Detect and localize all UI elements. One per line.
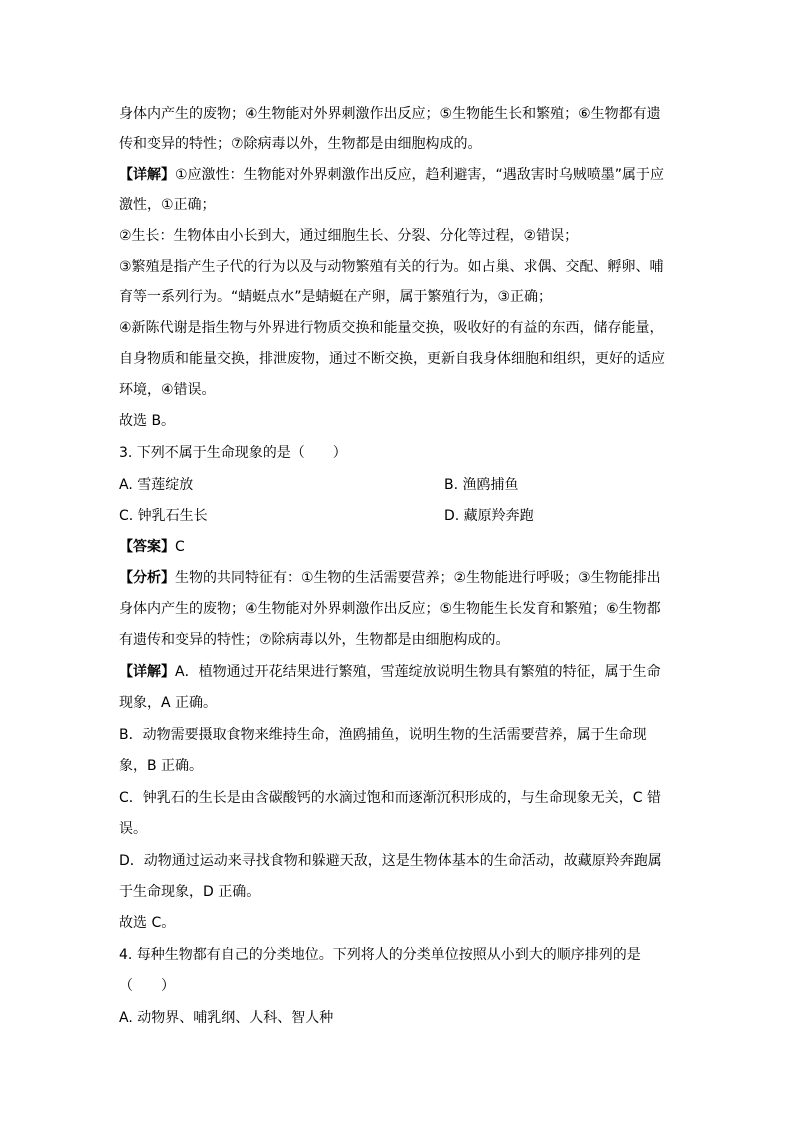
detail-label: 【详解】 [119, 664, 175, 680]
text-line: 环境，④错误。 [119, 382, 216, 398]
text-line: 有遗传和变异的特性；⑦除病毒以外，生物都是由细胞构成的。 [119, 632, 510, 648]
option-c: C. 钟乳石生长 [119, 508, 208, 524]
text-line: ①应激性：生物能对外界刺激作出反应，趋利避害，“遇敌害时乌贼喷墨”属于应 [175, 167, 665, 183]
text-line: 现象，A 正确。 [119, 695, 218, 711]
analysis-paragraph [119, 568, 661, 588]
question-3: 3. 下列不属于生命现象的是（ ） [119, 445, 347, 461]
analysis-label: 【分析】 [119, 570, 175, 586]
text-line: 象，B 正确。 [119, 758, 204, 774]
text-line: C．钟乳石的生长是由含碳酸钙的水滴过饱和而逐渐沉积形成的，与生命现象无关，C 错 [119, 790, 661, 806]
option-d: D. 藏原羚奔跑 [444, 508, 534, 524]
text-line: 于生命现象，D 正确。 [119, 884, 261, 900]
text-line: ③繁殖是指产生子代的行为以及与动物繁殖有关的行为。如占巢、求偶、交配、孵卵、哺 [119, 259, 664, 275]
answer-label: 【答案】 [119, 539, 175, 555]
option-a: A. 动物界、哺乳纲、人科、智人种 [119, 1010, 334, 1026]
option-b: B. 渔鸥捕鱼 [444, 477, 519, 493]
text-line: （ ） [119, 978, 175, 994]
detail-paragraph [119, 662, 661, 682]
text-line: 故选 B。 [119, 413, 176, 429]
answer-line [119, 537, 185, 557]
question-4: 4. 每种生物都有自己的分类地位。下列将人的分类单位按照从小到大的顺序排列的是 [119, 947, 641, 963]
text-line: 自身物质和能量交换，排泄废物，通过不断交换，更新自我身体细胞和组织，更好的适应 [119, 351, 665, 367]
text-line: D．动物通过运动来寻找食物和躲避天敌，这是生物体基本的生命活动，故藏原羚奔跑属 [119, 853, 662, 869]
option-a: A. 雪莲绽放 [119, 477, 194, 493]
text-line: 误。 [119, 821, 147, 837]
text-line: A．植物通过开花结果进行繁殖，雪莲绽放说明生物具有繁殖的特征，属于生命 [175, 664, 661, 680]
text-line: B．动物需要摄取食物来维持生命，渔鸥捕鱼，说明生物的生活需要营养，属于生命现 [119, 727, 647, 743]
text-line: 传和变异的特性；⑦除病毒以外，生物都是由细胞构成的。 [119, 136, 482, 152]
text-line: ④新陈代谢是指生物与外界进行物质交换和能量交换，吸收好的有益的东西，储存能量， [119, 320, 664, 336]
text-line: ②生长：生物体由小长到大，通过细胞生长、分裂、分化等过程，②错误； [119, 228, 579, 244]
text-line: 生物的共同特征有：①生物的生活需要营养；②生物能进行呼吸；③生物能排出 [175, 570, 661, 586]
text-line: 激性，①正确； [119, 197, 216, 213]
answer-value: C [175, 539, 185, 555]
text-line: 育等一系列行为。“蜻蜓点水”是蜻蜓在产卵，属于繁殖行为，③正确； [119, 289, 553, 305]
text-line: 身体内产生的废物；④生物能对外界刺激作出反应；⑤生物能生长发育和繁殖；⑥生物都 [119, 601, 661, 617]
text-line: 身体内产生的废物；④生物能对外界刺激作出反应；⑤生物能生长和繁殖；⑥生物都有遗 [119, 106, 661, 122]
detail-paragraph [119, 165, 664, 185]
detail-label: 【详解】 [119, 167, 175, 183]
text-line: 故选 C。 [119, 915, 176, 931]
